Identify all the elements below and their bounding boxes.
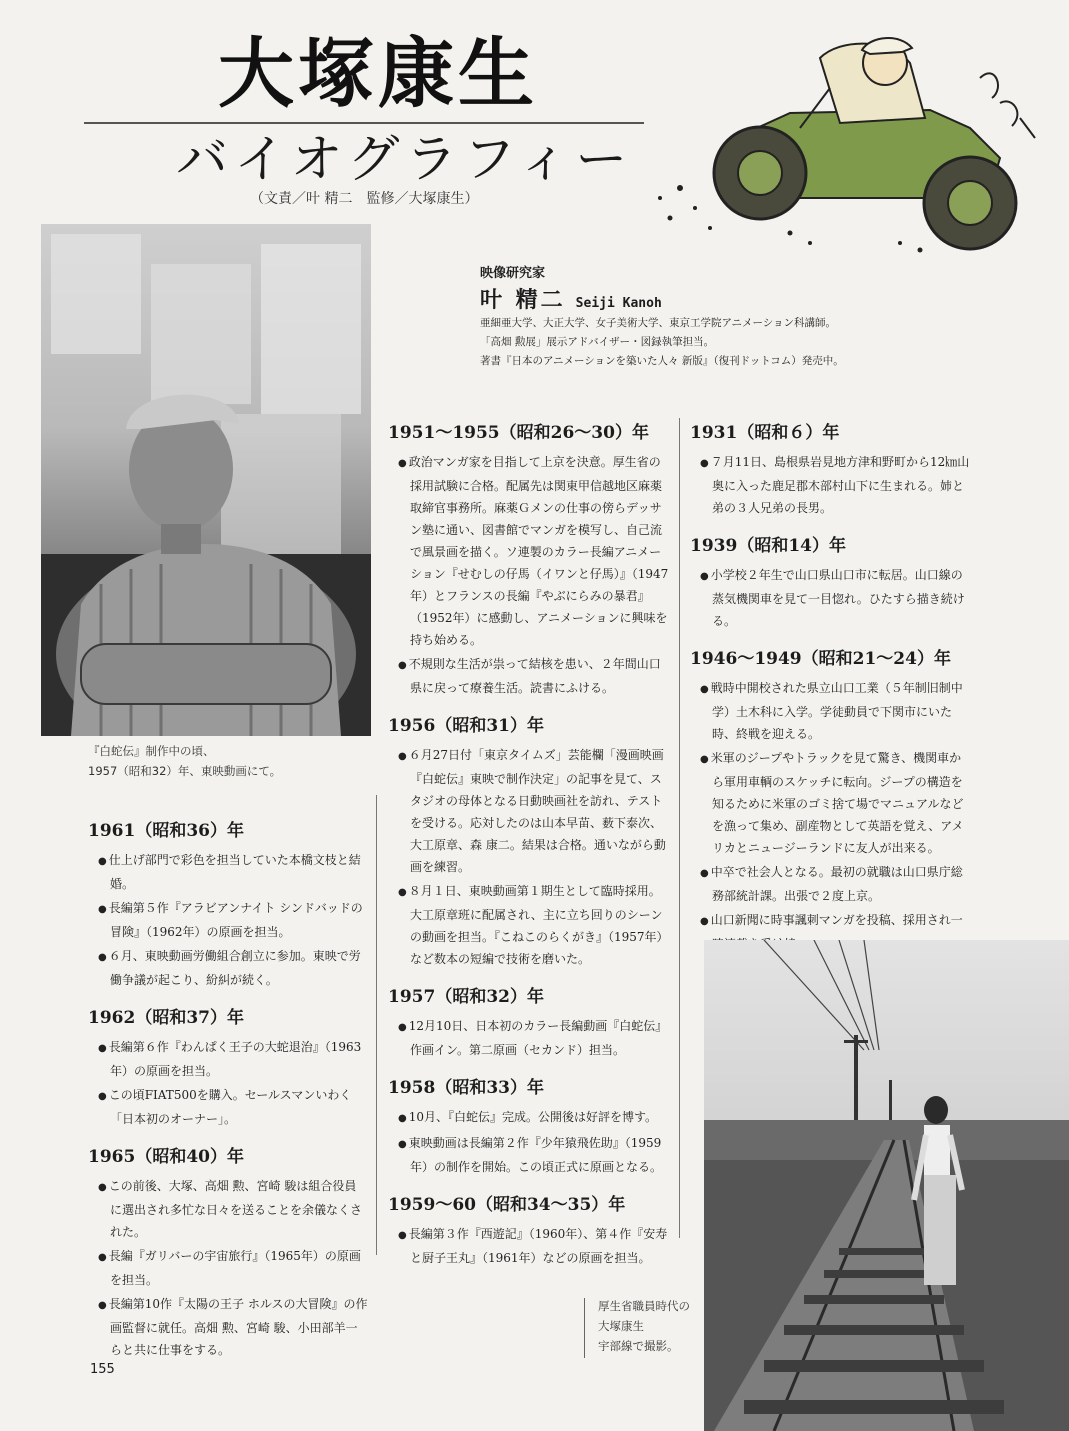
timeline-year-heading: 1965（昭和40）年 — [88, 1147, 244, 1167]
author-block — [480, 262, 920, 371]
timeline-entry: ● 政治マンガ家を目指して上京を決意。厚生省の採用試験に合格。配属先は関東甲信越地区麻薬取締官事務所。麻薬Ｇメンの仕事の傍らデッサン塾に通い、図書館でマンガを模写し、自己流で風景画を描く。ソ連製のカラー長編アニメーション『せむしの仔馬（イワンと仔馬）』（1947年）とフランスの長編『やぶにらみの暴君』（1952年）に感動し、アニメーションに興味を持ち始める。 — [388, 451, 672, 651]
portrait-photo-caption — [88, 741, 348, 781]
portrait-photo — [41, 224, 371, 736]
timeline-year-block — [690, 418, 970, 519]
timeline-year-heading: 1939（昭和14）年 — [690, 536, 846, 556]
timeline-entry: ● 戦時中開校された県立山口工業（５年制旧制中学）土木科に入学。学徒動員で下関市にいた時、終戦を迎える。 — [690, 677, 970, 745]
timeline-entry: ● 中卒で社会人となる。最初の就職は山口県庁総務部統計課。出張で２度上京。 — [690, 861, 970, 907]
author-bio-line: 「高畑 勲展」展示アドバイザー・図録執筆担当。 — [480, 336, 715, 348]
caption-line: 宇部線で撮影。 — [598, 1339, 679, 1353]
timeline-year-block — [88, 1142, 368, 1361]
credit-line: （文責／叶 精二 監修／大塚康生） — [250, 191, 479, 207]
timeline-year-block — [88, 816, 368, 991]
railway-photo — [704, 940, 1069, 1431]
timeline-year-block — [88, 1003, 368, 1130]
timeline-entry: ● 不規則な生活が祟って結核を患い、２年間山口県に戻って療養生活。読書にふける。 — [388, 653, 672, 699]
timeline-year-block — [388, 1190, 672, 1269]
timeline-year-heading: 1959〜60（昭和34〜35）年 — [388, 1195, 626, 1215]
author-name-roman: Seiji Kanoh — [575, 296, 662, 311]
timeline-entry: ● この前後、大塚、高畑 勲、宮崎 駿は組合役員に選出され多忙な日々を送ることを余儀なくされた。 — [88, 1175, 368, 1243]
timeline-entry: ● ６月27日付「東京タイムズ」芸能欄「漫画映画『白蛇伝』東映で制作決定」の記事を見て、スタジオの母体となる日動映画社を訪れ、テストを受ける。応対したのは山本早苗、薮下泰次、大工原章、森 康二。結果は合格。通いながら動画を練習。 — [388, 744, 672, 878]
page-title: 大塚康生 — [218, 29, 538, 118]
timeline-entry: ● 山口新聞に時事諷刺マンガを投稿、採用され一 — [690, 909, 970, 955]
page-number: 155 — [90, 1362, 115, 1377]
timeline-entry: ● 仕上げ部門で彩色を担当していた本橋文枝と結婚。 — [88, 849, 368, 895]
caption-line: 『白蛇伝』制作中の頃、 — [88, 744, 215, 758]
author-name: 叶 精二 — [480, 288, 566, 313]
timeline-year-heading: 1946〜1949（昭和21〜24）年 — [690, 649, 951, 669]
timeline-entry: ● この頃FIAT500を購入。セールスマンいわく「日本初のオーナー」。 — [88, 1084, 368, 1130]
column-divider — [679, 418, 680, 1238]
timeline-column-middle — [388, 418, 672, 1281]
caption-line: 大塚康生 — [598, 1319, 644, 1333]
timeline-entry: ● 長編『ガリバーの宇宙旅行』（1965年）の原画を担当。 — [88, 1245, 368, 1291]
timeline-entry: ● 米軍のジープやトラックを見て驚き、機関車から軍用車輌のスケッチに転向。ジープの構造を知るために米軍のゴミ捨て場でマニュアルなどを漁って集め、副産物として英語を覚え、アメリカとニュージーランドに友人が出来る。 — [690, 747, 970, 859]
timeline-year-heading: 1961（昭和36）年 — [88, 821, 244, 841]
timeline-entry: ● 長編第３作『西遊記』（1960年）、第４作『安寿と厨子王丸』（1961年）などの原画を担当。 — [388, 1223, 672, 1269]
timeline-year-block — [388, 418, 672, 699]
timeline-year-block — [388, 982, 672, 1061]
timeline-year-block — [690, 531, 970, 632]
timeline-column-right — [690, 418, 970, 967]
timeline-entry: ● ６月、東映動画労働組合創立に参加。東映で労働争議が起こり、紛糾が続く。 — [88, 945, 368, 991]
timeline-entry: ● 小学校２年生で山口県山口市に転居。山口線の蒸気機関車を見て一目惚れ。ひたすら描き続ける。 — [690, 564, 970, 632]
jeep-illustration — [640, 18, 1060, 263]
timeline-entry: ● 長編第５作『アラビアンナイト シンドバッドの冒険』（1962年）の原画を担当。 — [88, 897, 368, 943]
timeline-entry: ● 長編第６作『わんぱく王子の大蛇退治』（1963年）の原画を担当。 — [88, 1036, 368, 1082]
page-subtitle: バイオグラフィー — [176, 130, 634, 190]
author-role: 映像研究家 — [480, 266, 546, 281]
column-divider — [376, 795, 377, 1255]
timeline-entry: ● 12月10日、日本初のカラー長編動画『白蛇伝』作画イン。第二原画（セカンド）担当。 — [388, 1015, 672, 1061]
author-name-row — [480, 283, 920, 314]
timeline-year-heading: 1951〜1955（昭和26〜30）年 — [388, 423, 649, 443]
caption-rule — [584, 1298, 585, 1358]
railway-photo-caption — [598, 1296, 708, 1356]
timeline-year-heading: 1962（昭和37）年 — [88, 1008, 244, 1028]
timeline-entry: ● 10月、『白蛇伝』完成。公開後は好評を博す。 — [388, 1106, 672, 1130]
timeline-entry: ● 長編第10作『太陽の王子 ホルスの大冒険』の作画監督に就任。高畑 勲、宮崎 駿、小田部羊一らと共に仕事をする。 — [88, 1293, 368, 1361]
timeline-year-heading: 1958（昭和33）年 — [388, 1078, 544, 1098]
timeline-year-heading: 1931（昭和６）年 — [690, 423, 840, 443]
timeline-year-block — [690, 644, 970, 955]
author-bio-line: 亜細亜大学、大正大学、女子美術大学、東京工学院アニメーション科講師。 — [480, 317, 837, 329]
caption-line: 1957（昭和32）年、東映動画にて。 — [88, 764, 282, 778]
timeline-year-block — [388, 1073, 672, 1178]
caption-line: 厚生省職員時代の — [598, 1299, 690, 1313]
title-rule — [84, 122, 644, 124]
timeline-entry: ● 東映動画は長編第２作『少年猿飛佐助』（1959年）の制作を開始。この頃正式に原画となる。 — [388, 1132, 672, 1178]
timeline-entry: ● ７月11日、島根県岩見地方津和野町から12㎞山奥に入った鹿足郡木部村山下に生まれる。姉と弟の３人兄弟の長男。 — [690, 451, 970, 519]
timeline-year-heading: 1957（昭和32）年 — [388, 987, 544, 1007]
timeline-year-block — [388, 711, 672, 970]
timeline-year-heading: 1956（昭和31）年 — [388, 716, 544, 736]
timeline-column-left — [88, 816, 368, 1373]
timeline-entry: ● ８月１日、東映動画第１期生として臨時採用。大工原章班に配属され、主に立ち回りのシーンの動画を担当。『こねこのらくがき』（1957年）など数本の短編で技術を磨いた。 — [388, 880, 672, 970]
author-bio-line: 著書『日本のアニメーションを築いた人々 新版』（復刊ドットコム）発売中。 — [480, 355, 844, 367]
